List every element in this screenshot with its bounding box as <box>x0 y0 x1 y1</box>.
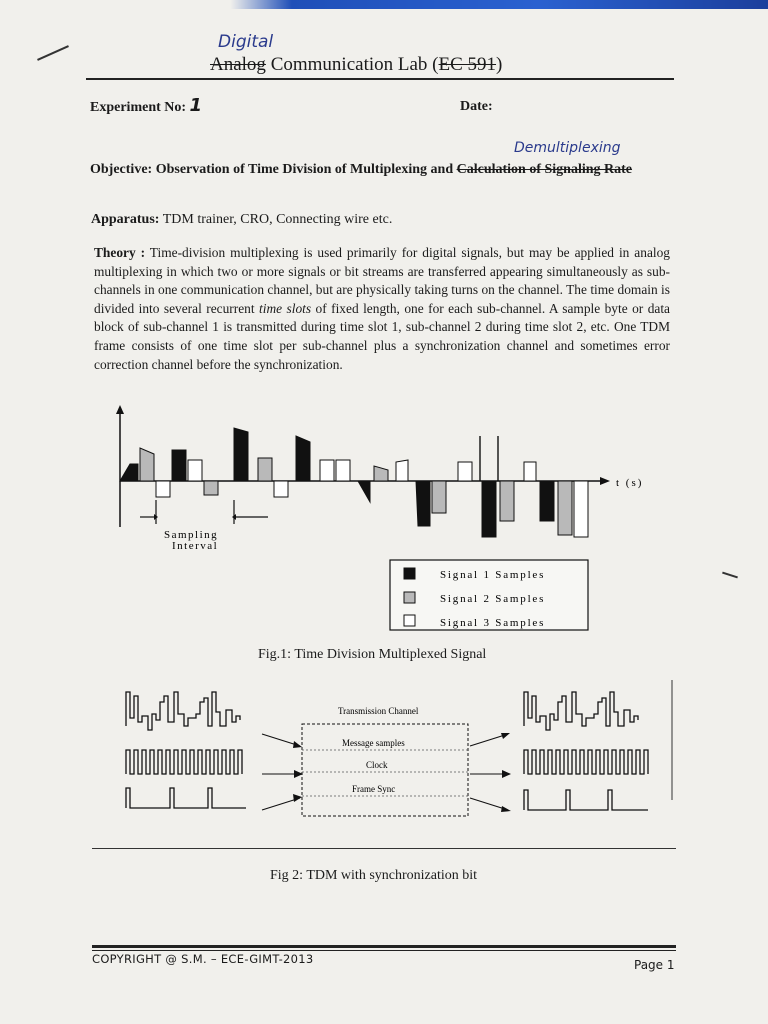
interval-label-line1: Sampling <box>164 529 219 541</box>
theory-paragraph <box>94 244 670 374</box>
sample-signal-3 <box>524 462 536 481</box>
struck-word: Analog <box>210 54 266 75</box>
interval-label-line2: Interval <box>172 540 219 552</box>
pen-mark <box>37 45 69 61</box>
title-close: ) <box>496 54 503 75</box>
objective <box>90 160 680 179</box>
sample-signal-1 <box>482 481 496 537</box>
pen-mark <box>722 572 738 579</box>
footer-rule-thin <box>92 950 676 951</box>
legend-item-signal-1: Signal 1 Samples <box>440 569 546 581</box>
theory-label: Theory : <box>94 245 146 260</box>
sample-signal-1 <box>296 436 310 481</box>
handwritten-objective: Demultiplexing <box>514 140 621 156</box>
sample-signal-2 <box>558 481 572 535</box>
sample-signal-3 <box>320 460 334 481</box>
legend-item-signal-3: Signal 3 Samples <box>440 617 546 629</box>
y-axis-arrow <box>116 405 124 414</box>
channel-row-message: Message samples <box>342 738 405 748</box>
header-rule <box>86 78 674 80</box>
arrowhead <box>501 733 510 739</box>
arrowhead <box>293 741 302 748</box>
sample-signal-1 <box>234 428 248 481</box>
sample-signal-2 <box>258 458 272 481</box>
handwritten-correction: Digital <box>218 32 274 52</box>
page-number: Page 1 <box>634 958 675 972</box>
struck-code: EC 591 <box>438 54 497 75</box>
legend-swatch-signal-3 <box>404 615 415 626</box>
sample-signal-3 <box>336 460 350 481</box>
sample-signal-3 <box>274 481 288 497</box>
arrowhead <box>502 770 511 778</box>
sample-signal-2 <box>374 466 388 481</box>
figure-rule <box>92 848 676 849</box>
date-label: Date: <box>460 99 493 114</box>
sync-waveform-right <box>524 790 648 810</box>
arrowhead <box>293 794 302 802</box>
objective-struck-text: Calculation of Signaling Rate <box>456 162 633 177</box>
apparatus <box>91 212 392 228</box>
arrowhead <box>294 770 303 778</box>
sample-signal-2 <box>432 481 446 513</box>
apparatus-label: Apparatus: <box>91 212 160 227</box>
footer-rule <box>92 945 676 948</box>
sample-signal-3 <box>574 481 588 537</box>
tdm-sync-figure <box>96 680 676 840</box>
tdm-signal-figure <box>100 402 660 642</box>
sample-signal-3 <box>396 460 408 481</box>
sample-signal-1 <box>120 464 138 481</box>
sample-signal-3 <box>458 462 472 481</box>
channel-row-sync: Frame Sync <box>352 784 396 794</box>
time-axis-label: t (s) <box>616 477 644 489</box>
clock-waveform-left <box>126 750 242 774</box>
experiment-label: Experiment No: <box>90 100 187 115</box>
channel-title: Transmission Channel <box>338 706 419 716</box>
message-waveform-left <box>126 692 240 730</box>
legend-swatch-signal-2 <box>404 592 415 603</box>
clock-waveform-right <box>524 750 648 774</box>
theory-text-b: of fixed length, one for each sub-channel. A sample byte or data block of sub-channel 1 is transmitted during time slot 1, sub-channel 2 during time slot 2, etc. One TDM frame consists of one time slot per sub-channel plus a synchronization channel and sometimes error correction channel before the synchronization. <box>94 300 671 372</box>
theory-italic: time slots <box>259 300 312 316</box>
channel-row-clock: Clock <box>366 760 388 770</box>
objective-text: Observation of Time Division of Multiplexing and <box>155 162 454 177</box>
sample-signal-2 <box>500 481 514 521</box>
arrowhead <box>501 806 511 812</box>
sample-signal-2 <box>204 481 218 495</box>
sample-signal-3 <box>188 460 202 481</box>
legend-swatch-signal-1 <box>404 568 415 579</box>
apparatus-text: TDM trainer, CRO, Connecting wire etc. <box>162 212 393 227</box>
objective-label: Objective: <box>90 162 153 177</box>
sample-signal-1 <box>416 481 430 526</box>
theory-text-a: Time-division multiplexing is used primarily for digital signals, but may be applied in analog multiplexing in which two or more signals or bit streams are transferred appearing simultaneously as sub-channels in one communication channel, but are physically taking turns on the channel. The time domain is divided into several recurrent <box>94 245 671 316</box>
sample-signal-1 <box>172 450 186 481</box>
sample-signal-1 <box>358 481 370 502</box>
sample-signal-2 <box>140 448 154 481</box>
experiment-line <box>90 95 202 116</box>
figure-1-caption: Fig.1: Time Division Multiplexed Signal <box>258 647 487 662</box>
time-axis-arrow <box>600 477 610 485</box>
figure-2-caption: Fig 2: TDM with synchronization bit <box>270 868 478 883</box>
message-waveform-right <box>524 692 638 730</box>
sample-signal-3 <box>156 481 170 497</box>
experiment-number: 1 <box>189 95 203 116</box>
legend-item-signal-2: Signal 2 Samples <box>440 593 546 605</box>
sync-waveform-left <box>126 788 246 808</box>
title-text: Communication Lab ( <box>270 54 439 75</box>
scan-edge-band <box>0 0 768 9</box>
page-title <box>210 54 502 76</box>
copyright-notice: COPYRIGHT @ S.M. – ECE-GIMT-2013 <box>92 952 314 966</box>
sample-signal-1 <box>540 481 554 521</box>
